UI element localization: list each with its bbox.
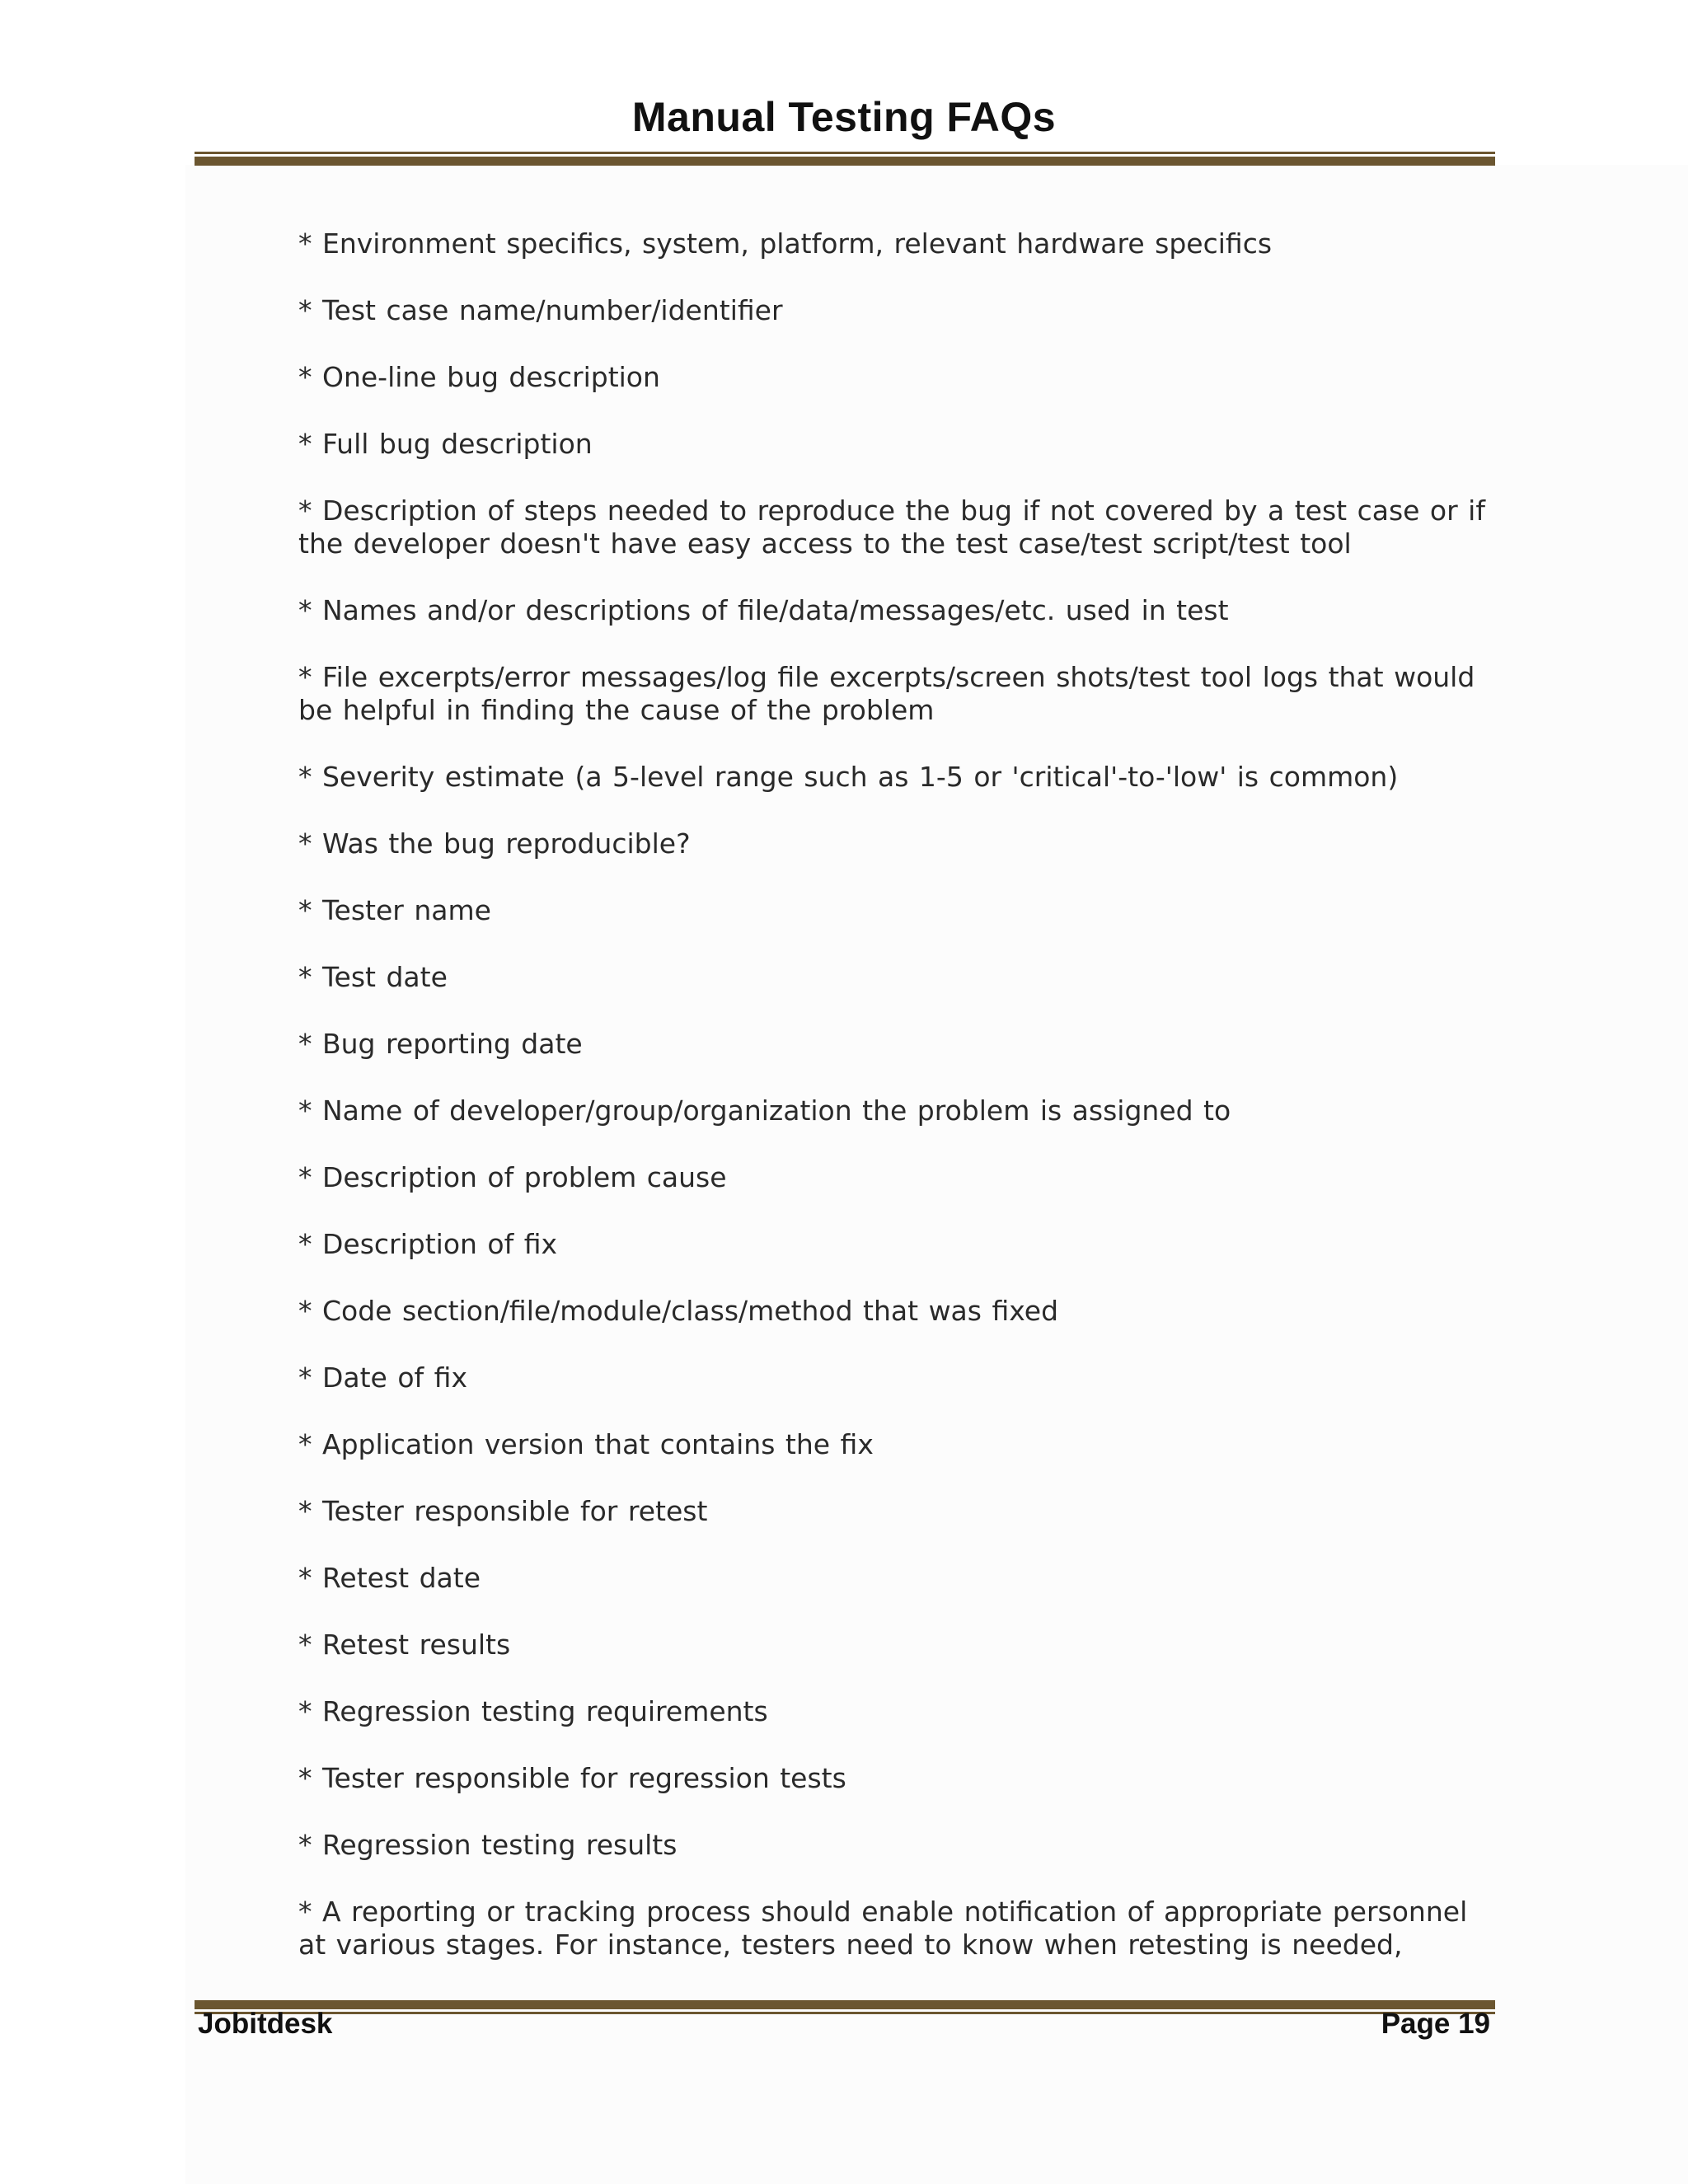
list-item: * A reporting or tracking process should enable notification of appropriate personnel at various stages. For instance, testers need to know when retesting is needed, — [298, 1896, 1468, 1961]
header-rule-thin — [195, 152, 1495, 154]
list-item: * Full bug description — [298, 428, 593, 460]
header-rule-thick — [195, 157, 1495, 166]
list-item: * File excerpts/error messages/log file excerpts/screen shots/test tool logs that would be helpful in finding the cause of the problem — [298, 661, 1475, 726]
footer-rule-thick — [195, 2000, 1495, 2009]
list-item: * Tester name — [298, 894, 491, 926]
page-number: Page 19 — [1381, 2008, 1490, 2040]
list-item: * Severity estimate (a 5-level range such as 1-5 or 'critical'-to-'low' is common) — [298, 761, 1399, 793]
list-item: * Description of steps needed to reproduce the bug if not covered by a test case or if the developer doesn't have easy access to the test case/test script/test tool — [298, 494, 1485, 560]
footer-brand: Jobitdesk — [198, 2008, 333, 2040]
page-title: Manual Testing FAQs — [631, 94, 1057, 140]
list-item: * Tester responsible for retest — [298, 1495, 708, 1527]
list-item: * Retest results — [298, 1629, 511, 1661]
list-item: * Regression testing results — [298, 1829, 678, 1861]
list-item: * Retest date — [298, 1562, 481, 1594]
list-item: * Date of fix — [298, 1361, 467, 1394]
list-item: * Environment specifics, system, platform, relevant hardware specifics — [298, 227, 1273, 260]
list-item: * Description of fix — [298, 1228, 558, 1260]
list-item: * One-line bug description — [298, 361, 660, 393]
list-item: * Names and/or descriptions of file/data/messages/etc. used in test — [298, 594, 1229, 626]
list-item: * Application version that contains the fix — [298, 1428, 874, 1460]
list-item: * Was the bug reproducible? — [298, 827, 691, 860]
list-item: * Name of developer/group/organization the problem is assigned to — [298, 1094, 1231, 1127]
footer-rule-thin — [195, 2012, 1495, 2014]
list-item: * Regression testing requirements — [298, 1695, 768, 1727]
list-item: * Code section/file/module/class/method that was fixed — [298, 1295, 1059, 1327]
list-item: * Tester responsible for regression tests — [298, 1762, 846, 1794]
list-item: * Test case name/number/identifier — [298, 294, 783, 326]
list-item: * Description of problem cause — [298, 1161, 727, 1193]
list-item: * Bug reporting date — [298, 1028, 583, 1060]
bug-report-fields-list — [298, 227, 1493, 1995]
list-item: * Test date — [298, 961, 448, 993]
